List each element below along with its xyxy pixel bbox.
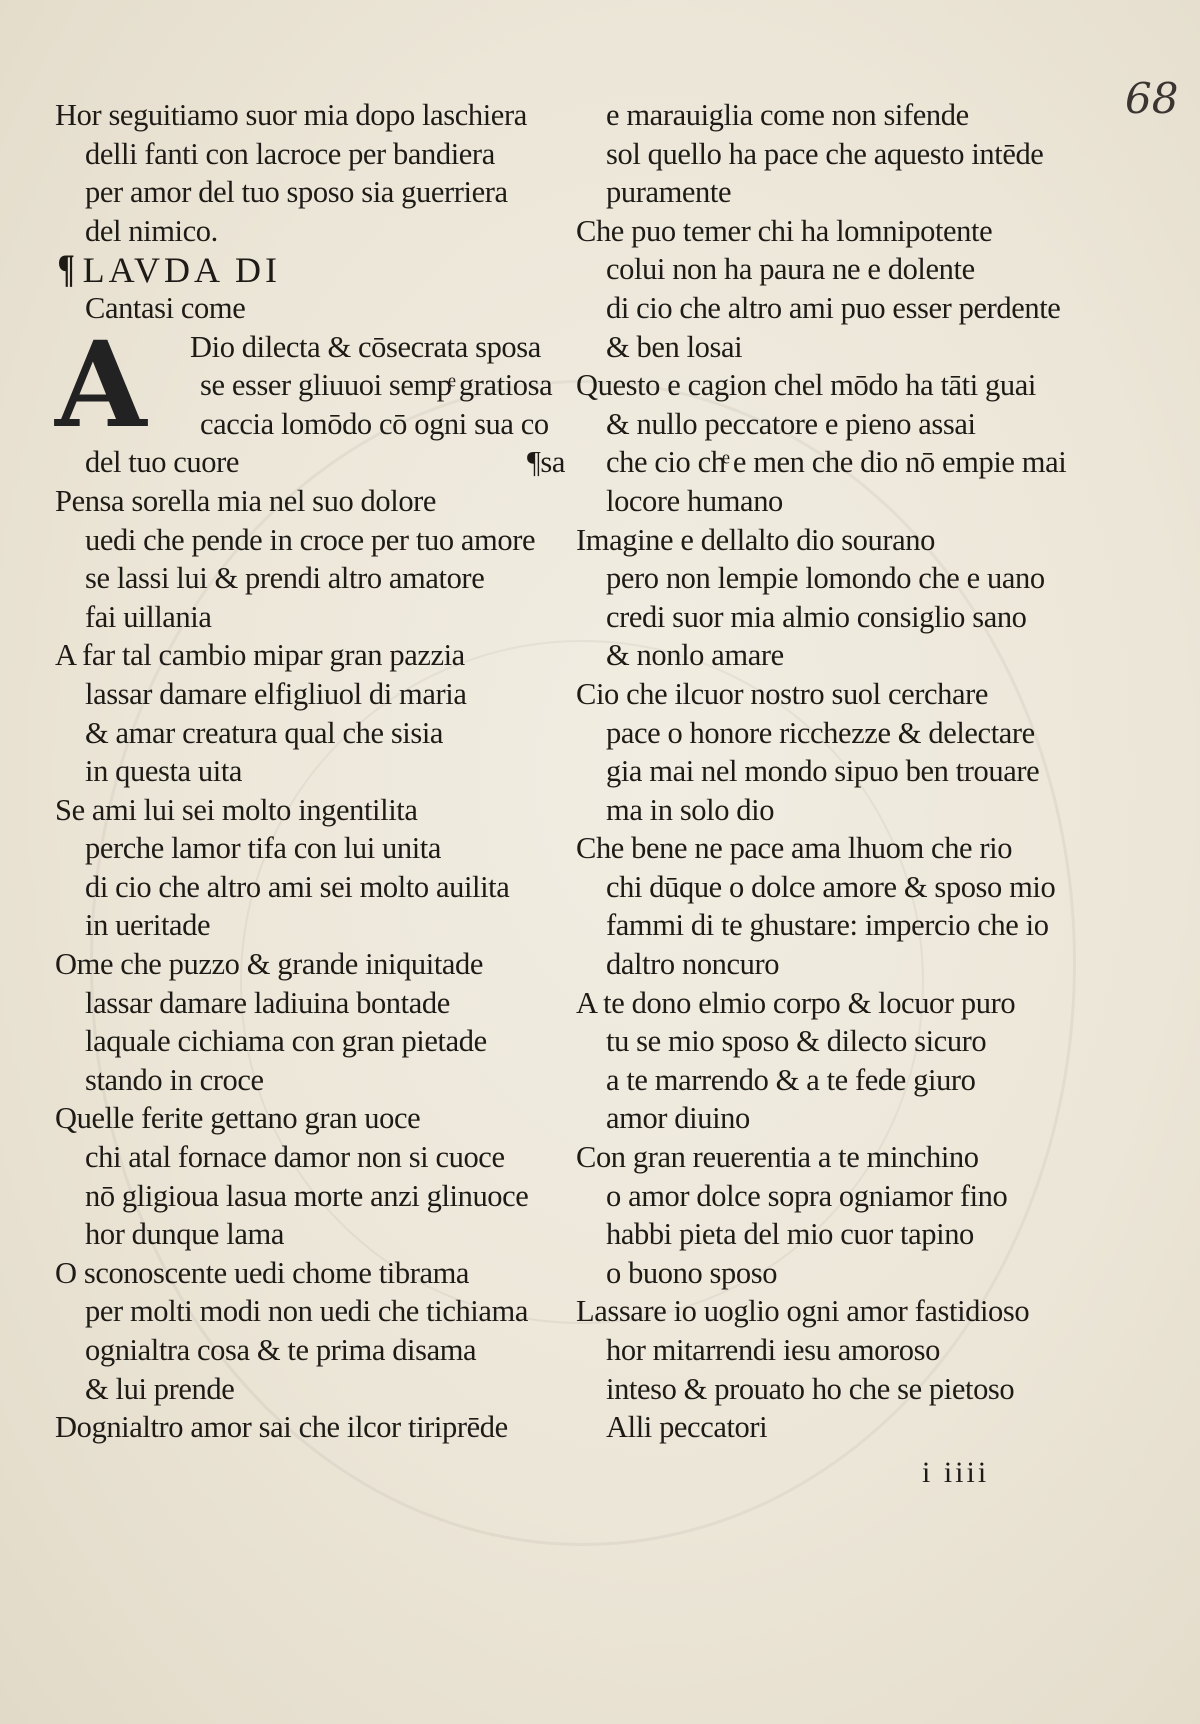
verse-line: pace o honore ricchezze & delectare: [606, 715, 1035, 750]
verse-line: a te marrendo & a te fede giuro: [606, 1062, 976, 1097]
verse-line: per molti modi non uedi che tichiama: [85, 1294, 528, 1329]
verse-line: Dognialtro amor sai che ilcor tiriprēde: [55, 1410, 508, 1445]
verse-line: ognialtra cosa & te prima disama: [85, 1333, 477, 1368]
verse-line: stando in croce: [85, 1062, 264, 1097]
initial-block: [55, 314, 575, 454]
verse-line: tu se mio sposo & dilecto sicuro: [606, 1024, 987, 1059]
verse-line: fai uillania: [85, 599, 212, 634]
heading-text: LAVDA DI: [82, 250, 281, 291]
verse-line: O sconoscente uedi chome tibrama: [55, 1255, 470, 1290]
verse-line: fammi di te ghustare: impercio che io: [606, 908, 1049, 943]
verse-line: ma in solo dio: [606, 792, 775, 827]
verse-line: perche lamor tifa con lui unita: [85, 831, 441, 866]
verse-line: Che puo temer chi ha lomnipotente: [576, 213, 993, 248]
verse-line: credi suor mia almio consiglio sano: [606, 599, 1027, 634]
verse-line: Lassare io uoglio ogni amor fastidioso: [576, 1294, 1030, 1329]
verse-line: habbi pieta del mio cuor tapino: [606, 1217, 974, 1252]
verse-line: Ome che puzzo & grande iniquitade: [55, 947, 484, 982]
verse-line: A te dono elmio corpo & locuor puro: [576, 985, 1016, 1020]
right-column: [576, 96, 1096, 1447]
verse-line: Questo e cagion chel mōdo ha tāti guai: [576, 368, 1036, 403]
verse-line: e marauiglia come non sifende: [606, 98, 969, 132]
verse-line: daltro noncuro: [606, 947, 780, 982]
verse-line: lassar damare elfigliuol di maria: [85, 676, 467, 711]
verse-line: nō gligioua lasua morte anzi glinuoce: [85, 1178, 529, 1213]
verse-line: & nonlo amare: [606, 638, 784, 673]
verse-line: colui non ha paura ne e dolente: [606, 252, 975, 287]
verse-line: hor mitarrendi iesu amoroso: [606, 1333, 940, 1367]
verse-line: lassar damare ladiuina bontade: [85, 985, 450, 1020]
verse-line: Imagine e dellalto dio sourano: [576, 522, 935, 557]
verse-line: delli fanti con lacroce per bandiera: [85, 136, 495, 171]
left-top-lines: [55, 96, 575, 250]
verse-line: in questa uita: [85, 754, 243, 789]
turnover-tail: ¶sa: [526, 445, 565, 480]
verse-line: puramente: [606, 175, 732, 210]
left-column: [55, 96, 575, 1447]
verse-line: pero non lempie lomondo che e uano: [606, 561, 1045, 596]
verse-line: Hor seguitiamo suor mia dopo laschiera: [55, 98, 527, 132]
verse-line: & ben losai: [606, 329, 743, 364]
verse-line: & amar creatura qual che sisia: [85, 715, 444, 750]
initial-line-3: caccia lomōdo cō ogni sua co: [200, 406, 549, 441]
verse-line: del nimico.: [85, 213, 218, 248]
left-body-lines: [55, 482, 575, 1447]
verse-line: chi atal fornace damor non si cuoce: [85, 1140, 505, 1175]
verse-line: hor dunque lama: [85, 1217, 284, 1252]
verse-line: Che bene ne pace ama lhuom che rio: [576, 831, 1013, 866]
verse-line: chi dūque o dolce amore & sposo mio: [606, 869, 1056, 904]
verse-line: Pensa sorella mia nel suo dolore: [55, 483, 437, 518]
verse-line: & lui prende: [85, 1371, 235, 1406]
verse-line: che cio chͤ e men che dio nō empie mai: [606, 445, 1067, 480]
section-heading: [55, 246, 575, 292]
verse-line: A far tal cambio mipar gran pazzia: [55, 638, 465, 673]
verse-line: uedi che pende in croce per tuo amore: [85, 522, 536, 557]
verse-line: Quelle ferite gettano gran uoce: [55, 1101, 421, 1136]
verse-line: Alli peccatori: [606, 1410, 768, 1445]
initial-line-2: se esser gliuuoi sempͤ gratiosa: [200, 368, 553, 403]
verse-line: se lassi lui & prendi altro amatore: [85, 561, 485, 596]
verse-line: gia mai nel mondo sipuo ben trouare: [606, 754, 1040, 789]
sing-line: Cantasi come: [85, 290, 246, 325]
verse-line: Cio che ilcuor nostro suol cerchare: [576, 676, 989, 711]
verse-line: in ueritade: [85, 908, 211, 943]
verse-line: di cio che altro ami puo esser perdente: [606, 290, 1061, 325]
signature-mark: i iiii: [922, 1456, 990, 1489]
verse-line: di cio che altro ami sei molto auilita: [85, 869, 510, 904]
verse-line: o amor dolce sopra ogniamor fino: [606, 1178, 1008, 1213]
after-initial-text: del tuo cuore: [85, 445, 240, 480]
verse-line: sol quello ha pace che aquesto intēde: [606, 136, 1044, 171]
verse-line: inteso & prouato ho che se pietoso: [606, 1371, 1015, 1406]
folio-number: 68: [1125, 74, 1179, 123]
initial-line-1: Dio dilecta & cōsecrata sposa: [190, 329, 541, 364]
verse-line: o buono sposo: [606, 1255, 778, 1290]
verse-line: laquale cichiama con gran pietade: [85, 1024, 487, 1059]
verse-line: amor diuino: [606, 1101, 750, 1136]
verse-line: per amor del tuo sposo sia guerriera: [85, 175, 508, 210]
after-initial-line: [55, 443, 575, 482]
decorated-initial: A: [55, 314, 147, 454]
verse-line: Con gran reuerentia a te minchino: [576, 1140, 979, 1175]
verse-line: & nullo peccatore e pieno assai: [606, 406, 976, 441]
verse-line: Se ami lui sei molto ingentilita: [55, 792, 418, 827]
verse-line: locore humano: [606, 483, 783, 518]
paragraph-mark-icon: ¶: [57, 246, 79, 292]
